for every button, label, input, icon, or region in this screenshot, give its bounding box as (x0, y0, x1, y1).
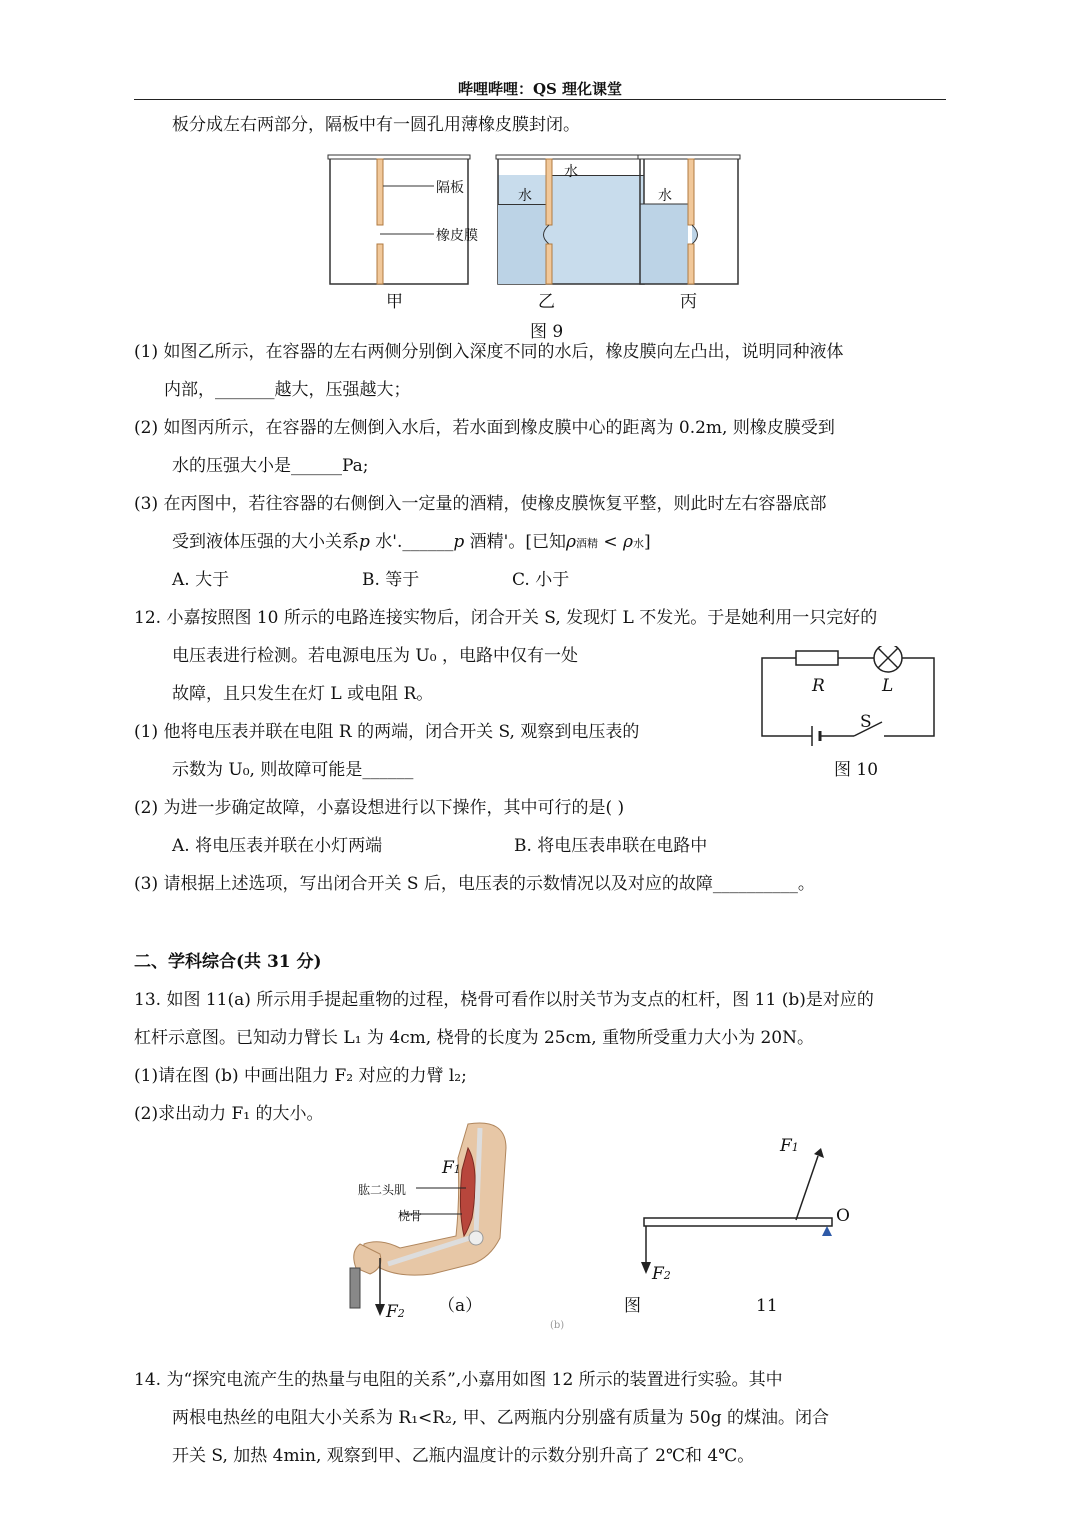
q12-line1: 12. 小嘉按照图 10 所示的电路连接实物后，闭合开关 S, 发现灯 L 不发光。于是她利用一只完好的 (134, 608, 878, 628)
figure-11-number: 11 (756, 1296, 778, 1316)
q11-part3-line2 (172, 532, 651, 554)
panel-label-yi: 乙 (538, 292, 555, 312)
q12-option-b: B. 将电压表串联在电路中 (514, 836, 708, 856)
label-water-yi-right: 水 (564, 164, 578, 180)
panel-label-jia: 甲 (386, 292, 403, 312)
q11-part3-water: 水'.______ (369, 532, 454, 552)
label-water-bing: 水 (658, 188, 672, 204)
bracket-close: ] (644, 532, 651, 552)
q11-part3-line1: (3) 在丙图中，若往容器的右侧倒入一定量的酒精，使橡皮膜恢复平整，则此时左右容器底部 (134, 494, 827, 514)
q14-line2: 两根电热丝的电阻大小关系为 R₁<R₂, 甲、乙两瓶内分别盛有质量为 50g 的煤油。闭合 (172, 1408, 830, 1428)
q12-line3: 故障，且只发生在灯 L 或电阻 R。 (172, 684, 434, 704)
q11-part1-line1: (1) 如图乙所示，在容器的左右两侧分别倒入深度不同的水后，橡皮膜向左凸出，说明同种液体 (134, 342, 844, 362)
fig10-label-r: R (812, 676, 825, 696)
fig11a-label: （a） (438, 1296, 483, 1316)
label-radius: 桡骨 (398, 1209, 423, 1223)
fig11b-label: (b) (550, 1320, 565, 1331)
label-partition: 隔板 (436, 180, 464, 196)
q11-part2-line1: (2) 如图丙所示，在容器的左侧倒入水后，若水面到橡皮膜中心的距离为 0.2m, 则橡皮膜受到 (134, 418, 835, 438)
label-membrane: 橡皮膜 (436, 228, 478, 244)
q13-part2: (2)求出动力 F₁ 的大小。 (134, 1104, 324, 1124)
q11-part2-line2: 水的压强大小是______Pa; (172, 456, 369, 476)
figure-10-caption: 图 10 (834, 760, 879, 780)
intro-text: 板分成左右两部分，隔板中有一圆孔用薄橡皮膜封闭。 (172, 115, 580, 135)
q12-part1-line2: 示数为 U₀, 则故障可能是______ (172, 760, 414, 780)
q12-line2: 电压表进行检测。若电源电压为 U₀ ，电路中仅有一处 (172, 646, 578, 666)
figure-11a-arm (340, 1118, 520, 1328)
q11-option-c: C. 小于 (512, 570, 570, 590)
fig10-label-l: L (882, 676, 894, 696)
fig11a-f2: F2 (386, 1302, 405, 1322)
q14-line1: 14. 为“探究电流产生的热量与电阻的关系”,小嘉用如图 12 所示的装置进行实验。其中 (134, 1370, 783, 1390)
page-header: 哔哩哔哩：QS 理化课堂 (457, 80, 623, 98)
q12-part1-line1: (1) 他将电压表并联在电阻 R 的两端，闭合开关 S, 观察到电压表的 (134, 722, 640, 742)
figure-11-word: 图 (624, 1296, 641, 1316)
p-symbol: p (359, 532, 370, 552)
fig10-label-s: S (860, 712, 872, 732)
fig11a-f1: F1 (442, 1158, 461, 1178)
fig11b-pivot-o: O (836, 1206, 850, 1226)
rho-symbol: ρ (623, 532, 634, 552)
q11-part1-line2: 内部，_______越大，压强越大； (164, 380, 411, 400)
label-water-yi-left: 水 (518, 188, 532, 204)
q13-line2: 杠杆示意图。已知动力臂长 L₁ 为 4cm, 桡骨的长度为 25cm, 重物所受重力大小为 20N。 (134, 1028, 814, 1048)
section-2-heading: 二、学科综合(共 31 分) (134, 952, 322, 972)
q13-part1: (1)请在图 (b) 中画出阻力 F₂ 对应的力臂 l₂; (134, 1066, 467, 1086)
rho-sub-alcohol: 酒精 (575, 537, 598, 550)
q11-option-b: B. 等于 (362, 570, 420, 590)
q11-part3-pre: 受到液体压强的大小关系 (172, 532, 359, 552)
figure-9-caption: 图 9 (530, 322, 564, 342)
q11-part3-alcohol: 酒精'。[已知 (464, 532, 566, 552)
header-rule (134, 99, 946, 100)
panel-label-bing: 丙 (680, 292, 697, 312)
rho-symbol: ρ (565, 532, 576, 552)
q12-part2: (2) 为进一步确定故障，小嘉设想进行以下操作，其中可行的是( ) (134, 798, 625, 818)
p-symbol: p (453, 532, 465, 552)
figure-10-circuit (756, 646, 942, 746)
less-than: < (597, 532, 624, 552)
q12-part3: (3) 请根据上述选项，写出闭合开关 S 后，电压表的示数情况以及对应的故障__________。 (134, 874, 815, 894)
fig11b-f1: F1 (780, 1136, 799, 1156)
q11-option-a: A. 大于 (172, 570, 230, 590)
fig11b-f2: F2 (652, 1264, 671, 1284)
rho-sub-water: 水 (633, 537, 645, 550)
q14-line3: 开关 S, 加热 4min, 观察到甲、乙瓶内温度计的示数分别升高了 2℃和 4℃。 (172, 1446, 755, 1466)
q12-option-a: A. 将电压表并联在小灯两端 (172, 836, 383, 856)
label-biceps: 肱二头肌 (358, 1183, 407, 1197)
q13-line1: 13. 如图 11(a) 所示用手提起重物的过程，桡骨可看作以肘关节为支点的杠杆，图 11 (b)是对应的 (134, 990, 874, 1010)
